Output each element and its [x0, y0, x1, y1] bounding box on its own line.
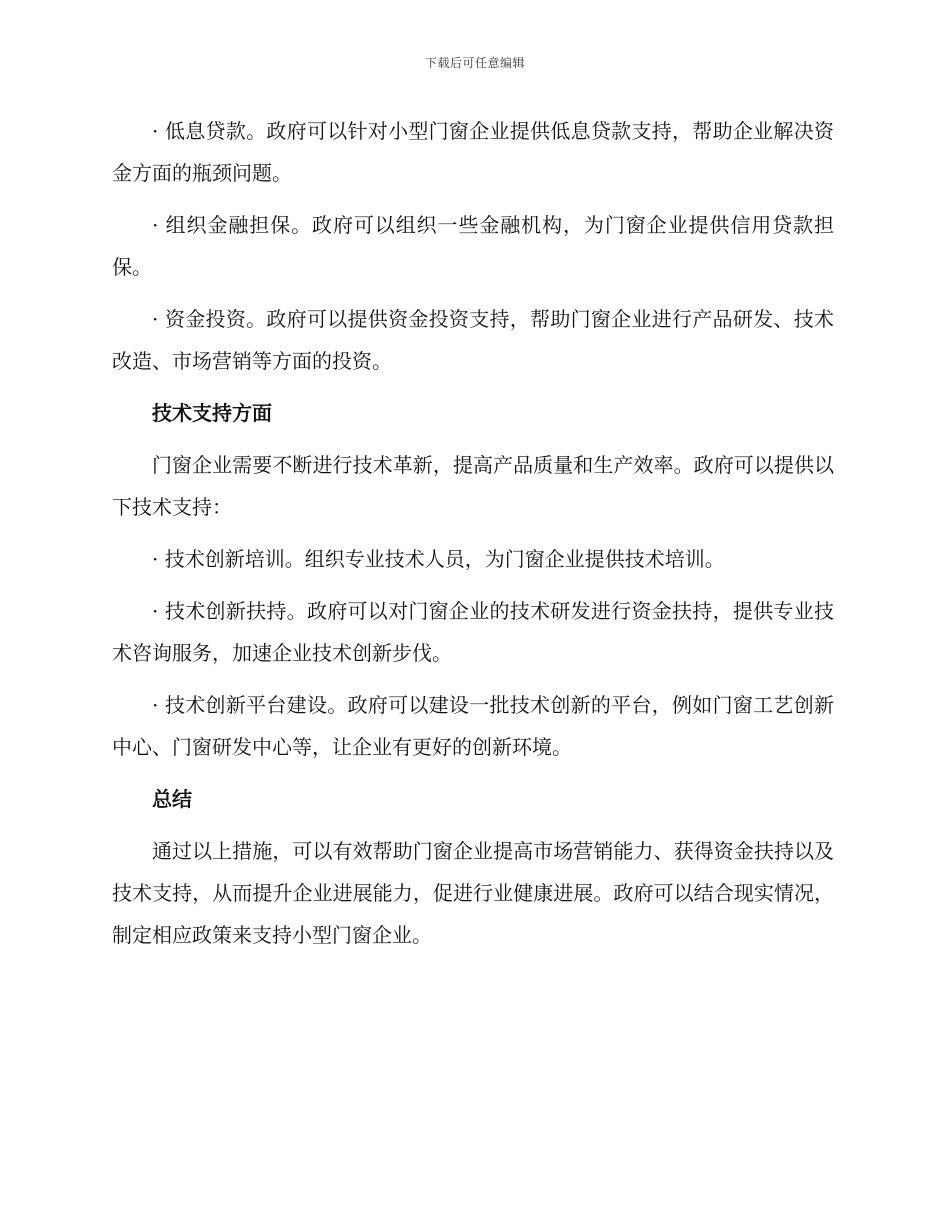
document-body: [112, 110, 834, 966]
paragraph-tech-intro: 门窗企业需要不断进行技术革新，提高产品质量和生产效率。政府可以提供以下技术支持：: [112, 453, 834, 519]
bullet-tech-funding: · 技术创新扶持。政府可以对门窗企业的技术研发进行资金扶持，提供专业技术咨询服务，加速企业技术创新步伐。: [112, 599, 834, 665]
bullet-tech-platform: · 技术创新平台建设。政府可以建设一批技术创新的平台，例如门窗工艺创新中心、门窗研发中心等，让企业有更好的创新环境。: [112, 693, 834, 759]
paragraph-summary: 通过以上措施，可以有效帮助门窗企业提高市场营销能力、获得资金扶持以及技术支持，从而提升企业进展能力，促进行业健康进展。政府可以结合现实情况，制定相应政策来支持小型门窗企业。: [112, 839, 834, 947]
bullet-low-interest-loan: · 低息贷款。政府可以针对小型门窗企业提供低息贷款支持，帮助企业解决资金方面的瓶颈问题。: [112, 119, 834, 185]
bullet-financial-guarantee: · 组织金融担保。政府可以组织一些金融机构，为门窗企业提供信用贷款担保。: [112, 213, 834, 279]
section-heading-tech-support: 技术支持方面: [152, 401, 272, 425]
section-heading-summary: 总结: [152, 787, 192, 811]
page-header: 下载后可任意编辑: [424, 56, 525, 70]
bullet-capital-investment: · 资金投资。政府可以提供资金投资支持，帮助门窗企业进行产品研发、技术改造、市场营销等方面的投资。: [112, 307, 834, 373]
bullet-tech-training: · 技术创新培训。组织专业技术人员，为门窗企业提供技术培训。: [152, 547, 725, 571]
